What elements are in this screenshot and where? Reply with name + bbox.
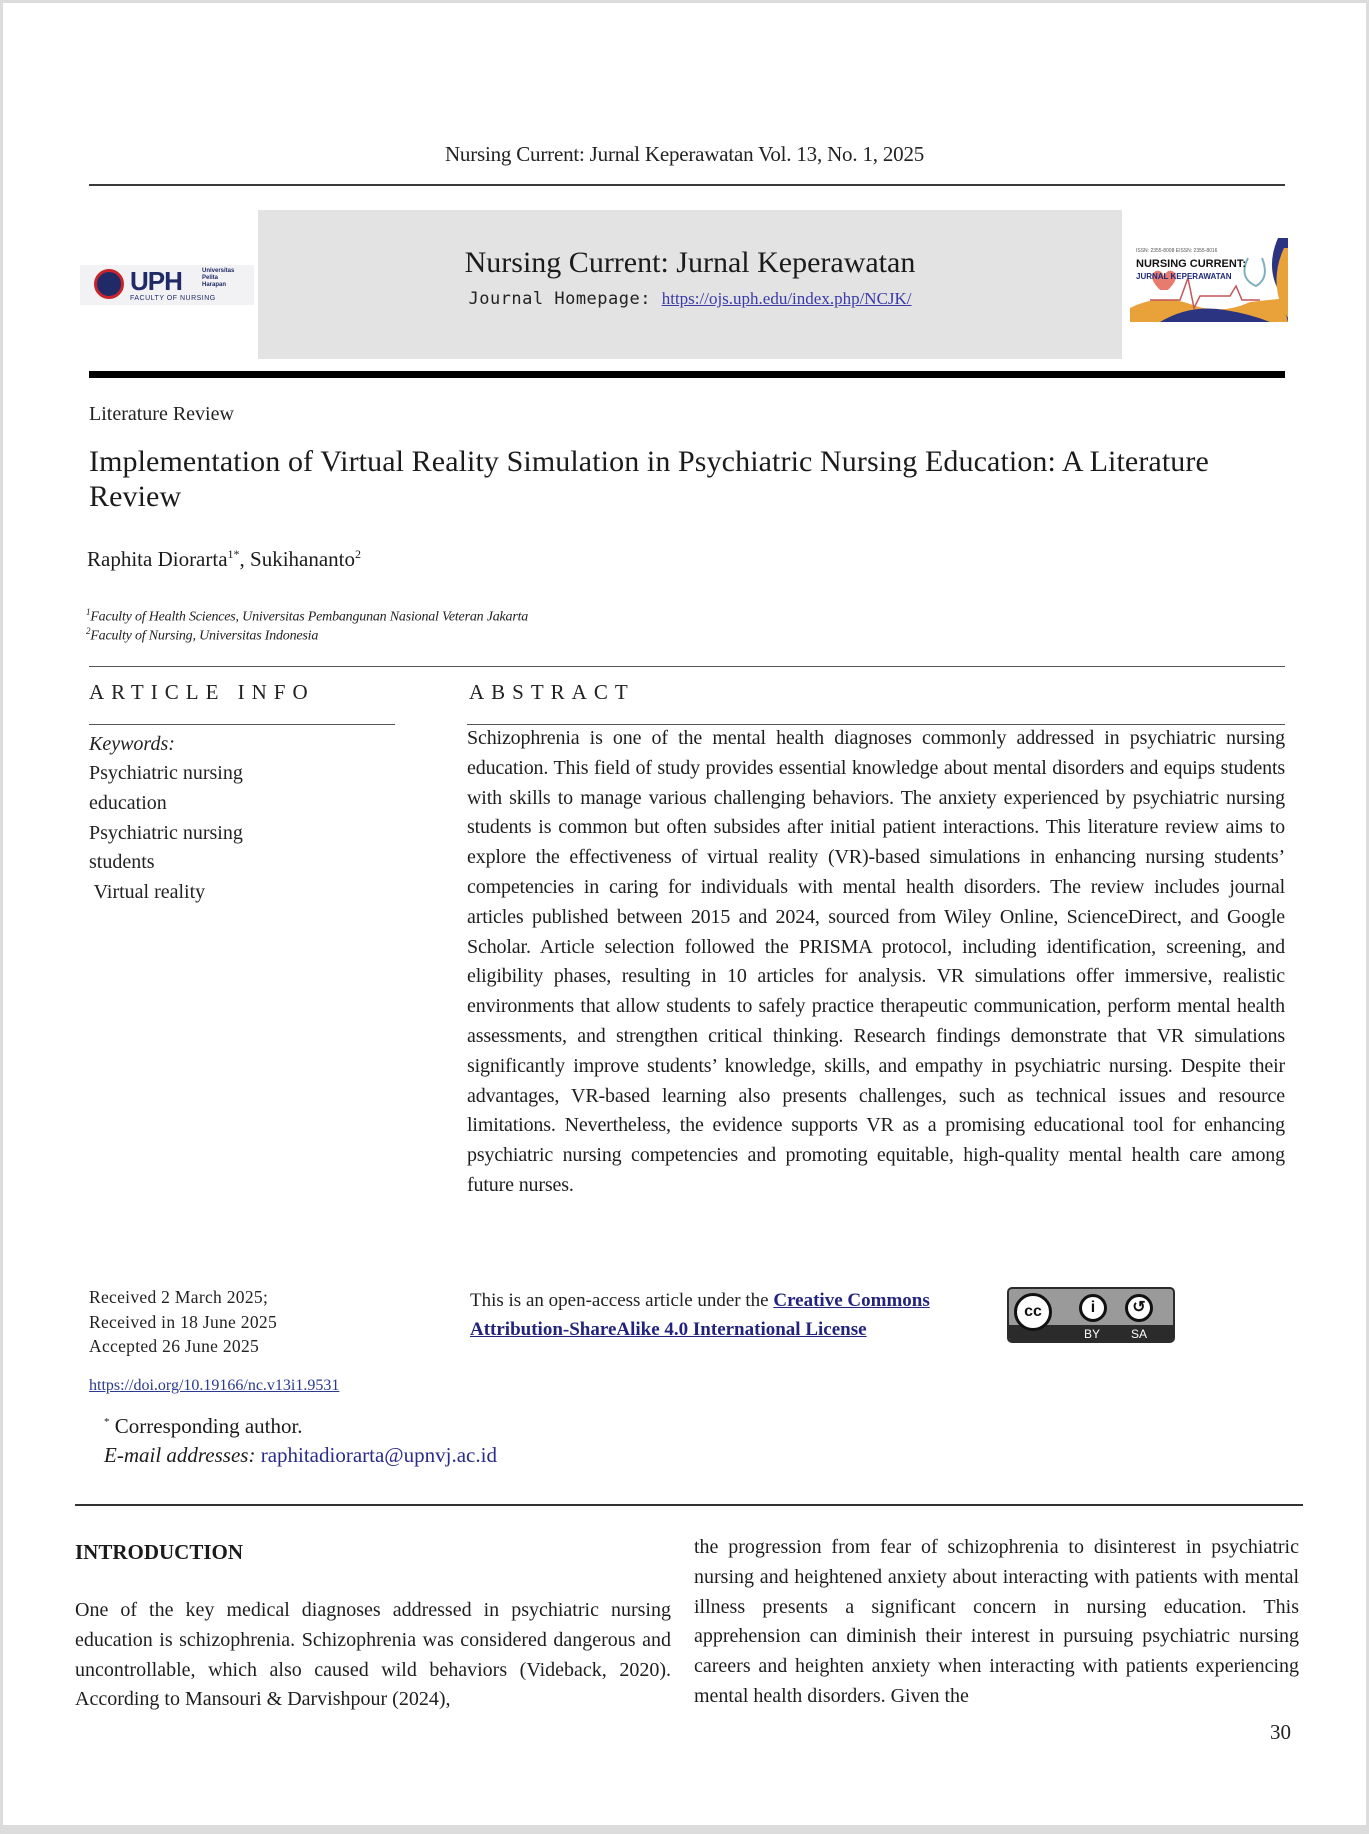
article-dates — [89, 1285, 277, 1359]
keyword-line: Virtual reality — [89, 881, 206, 904]
email-label: E-mail addresses: — [104, 1443, 256, 1467]
keyword-line: education — [89, 791, 167, 814]
introduction-right-column: the progression from fear of schizophrenia to disinterest in psychiatric nursing and heightened anxiety about interacting with patients with mental illness presents a significant concern in nursing education. This apprehension can diminish their interest in pursuing psychiatric nursing careers and heighten anxiety when interacting with patients experiencing mental health disorders. Given the — [694, 1536, 1299, 1707]
author-sup: 2 — [355, 547, 362, 561]
keyword-line: Psychiatric nursing — [89, 762, 243, 784]
author-list: Raphita Diorarta$^{1*}$, Sukihananto$^2$ — [87, 547, 362, 571]
article-title: Implementation of Virtual Reality Simulation in Psychiatric Nursing Education: A Literature Review — [89, 445, 1209, 513]
author-name: Raphita Diorarta — [87, 547, 228, 571]
sa-label: SA — [1131, 1327, 1148, 1341]
cc-icon: cc — [1014, 1293, 1052, 1331]
uph-logo — [80, 265, 254, 305]
accepted-date: Accepted 26 June 2025 — [89, 1336, 260, 1356]
email-link[interactable]: raphitadiorarta@upnvj.ac.id — [260, 1443, 497, 1467]
front-matter-rule — [75, 1504, 1303, 1506]
attribution-person-icon: i — [1079, 1294, 1107, 1322]
keywords-label: Keywords: — [89, 733, 175, 755]
author-name: Sukihananto — [250, 547, 356, 571]
affiliation-1: $^1$Faculty of Health Sciences, Universitas Pembangunan Nasional Veteran Jakarta — [86, 607, 529, 625]
article-type: Literature Review — [89, 403, 234, 425]
header-rule — [89, 184, 1285, 186]
by-label: BY — [1084, 1327, 1101, 1341]
cc-by-sa-badge[interactable] — [1007, 1287, 1175, 1343]
doi-link[interactable]: https://doi.org/10.19166/nc.v13i1.9531 — [89, 1377, 340, 1394]
introduction-heading: INTRODUCTION — [75, 1540, 244, 1564]
affiliation-2: $^2$Faculty of Nursing, Universitas Indonesia — [86, 626, 319, 644]
email-line — [104, 1443, 497, 1468]
abstract-text: Schizophrenia is one of the mental health diagnoses commonly addressed in psychiatric nursing education. This field of study provides essential knowledge about mental disorders and equips students with skills to manage various challenging behaviors. The anxiety experienced by psychiatric nursing students is common but often subsides after initial patient interactions. This literature review aims to explore the effectiveness of virtual reality (VR)-based simulations in enhancing nursing students’ competencies in caring for individuals with mental health disorders. The review includes journal articles published between 2015 and 2024, sourced from Wiley Online, ScienceDirect, and Google Scholar. Article selection followed the PRISMA protocol, including identification, screening, and eligibility phases, resulting in 10 articles for analysis. VR simulations offer immersive, realistic environments that allow students to safely practice therapeutic communication, perform mental health assessments, and strengthen critical thinking. Research findings demonstrate that VR simulations significantly improve students’ knowledge, skills, and empathy in psychiatric nursing. Despite their advantages, VR-based learning also presents challenges, such as technical issues and resource limitations. Nevertheless, the evidence supports VR as a promising educational tool for enhancing psychiatric nursing competencies and promoting equitable, high-quality mental health care among future nurses. — [467, 727, 1285, 1196]
open-access-statement: This is an open-access article under the Creative Commons Attribution-ShareAlike 4.0 International License — [470, 1290, 930, 1340]
introduction-left-column: One of the key medical diagnoses addressed in psychiatric nursing education is schizophrenia. Schizophrenia was considered dangerous and uncontrollable, which also caused wild behaviors (Videback, 2020). According to Mansouri & Darvishpour (2024), — [75, 1599, 671, 1711]
received-date: Received 2 March 2025; — [89, 1287, 269, 1307]
journal-title: Nursing Current: Jurnal Keperawatan — [464, 246, 916, 279]
nc-logo-name: NURSING CURRENT: — [1136, 258, 1246, 270]
license-link[interactable]: Creative Commons Attribution-ShareAlike 4.0 International License — [470, 1290, 930, 1340]
share-alike-icon: ↺ — [1125, 1294, 1153, 1322]
uph-logo-letters: UPH — [130, 266, 182, 296]
nc-logo-subtitle: JURNAL KEPERAWATAN — [1136, 272, 1232, 281]
article-info-heading: ARTICLE INFO — [89, 680, 315, 704]
affiliation-rule — [89, 666, 1285, 667]
issn-text: ISSN: 2355-8008 EISSN: 2355-8016 — [1136, 248, 1218, 254]
journal-banner — [258, 210, 1122, 359]
uph-emblem-icon — [94, 269, 124, 299]
page-number: 30 — [1270, 1720, 1291, 1744]
thick-divider — [89, 371, 1285, 378]
keywords-list — [89, 759, 243, 908]
keyword-line: Psychiatric nursing — [89, 821, 243, 844]
abstract-heading: ABSTRACT — [469, 680, 635, 704]
nursing-current-logo — [1130, 238, 1288, 322]
uph-logo-side-text: Universitas Pelita Harapan — [202, 268, 235, 288]
uph-logo-faculty: FACULTY OF NURSING — [130, 295, 216, 302]
article-info-rule — [89, 724, 395, 725]
homepage-label: Journal Homepage: — [468, 289, 651, 309]
running-header: Nursing Current: Jurnal Keperawatan Vol. 13, No. 1, 2025 — [444, 142, 925, 166]
revised-date: Received in 18 June 2025 — [89, 1311, 277, 1332]
keyword-line: students — [89, 851, 155, 874]
homepage-link[interactable]: https://ojs.uph.edu/index.php/NCJK/ — [661, 289, 912, 308]
journal-homepage — [258, 289, 1122, 309]
author-sup: 1* — [227, 547, 240, 561]
corresponding-author-note: * Corresponding author. — [104, 1414, 303, 1438]
